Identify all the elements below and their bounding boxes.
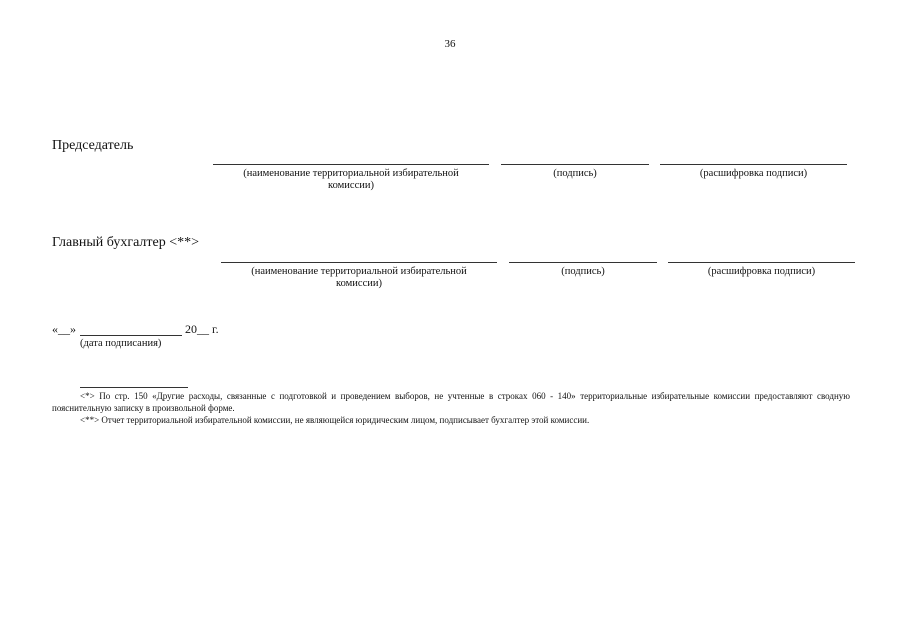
chairman-decode-caption: (расшифровка подписи) [699, 168, 808, 179]
accountant-decode-line [668, 262, 855, 263]
chairman-signature-caption: (подпись) [553, 168, 597, 179]
page-number: 36 [444, 38, 456, 50]
date-year: 20__ г. [185, 322, 219, 336]
chief-accountant-label: Главный бухгалтер <**> [52, 235, 200, 250]
footnote-2: <**> Отчет территориальной избирательной комиссии, не являющейся юридическим лицом, подписывает бухгалтер этой комиссии. [80, 415, 590, 425]
accountant-decode-caption: (расшифровка подписи) [707, 266, 816, 277]
accountant-commission-caption: (наименование территориальной избирательной комиссии) [251, 266, 467, 289]
accountant-signature-line [509, 262, 657, 263]
chairman-label: Председатель [52, 138, 134, 153]
date-day-prefix: «__» [52, 322, 76, 336]
chairman-commission-line [213, 164, 489, 165]
date-month-line [80, 335, 182, 336]
accountant-commission-line [221, 262, 497, 263]
chairman-decode-line [660, 164, 847, 165]
chairman-commission-caption: (наименование территориальной избирательной комиссии) [243, 168, 459, 191]
footnote-separator [80, 387, 188, 388]
date-caption: (дата подписания) [80, 338, 162, 349]
chairman-signature-line [501, 164, 649, 165]
footnote-1: <*> По стр. 150 «Другие расходы, связанные с подготовкой и проведением выборов, не учтенные в строках 060 - 140» территориальные избирательные комиссии предоставляют сводную пояснительную записку в произвольной форме. [52, 391, 850, 413]
accountant-signature-caption: (подпись) [561, 266, 605, 277]
